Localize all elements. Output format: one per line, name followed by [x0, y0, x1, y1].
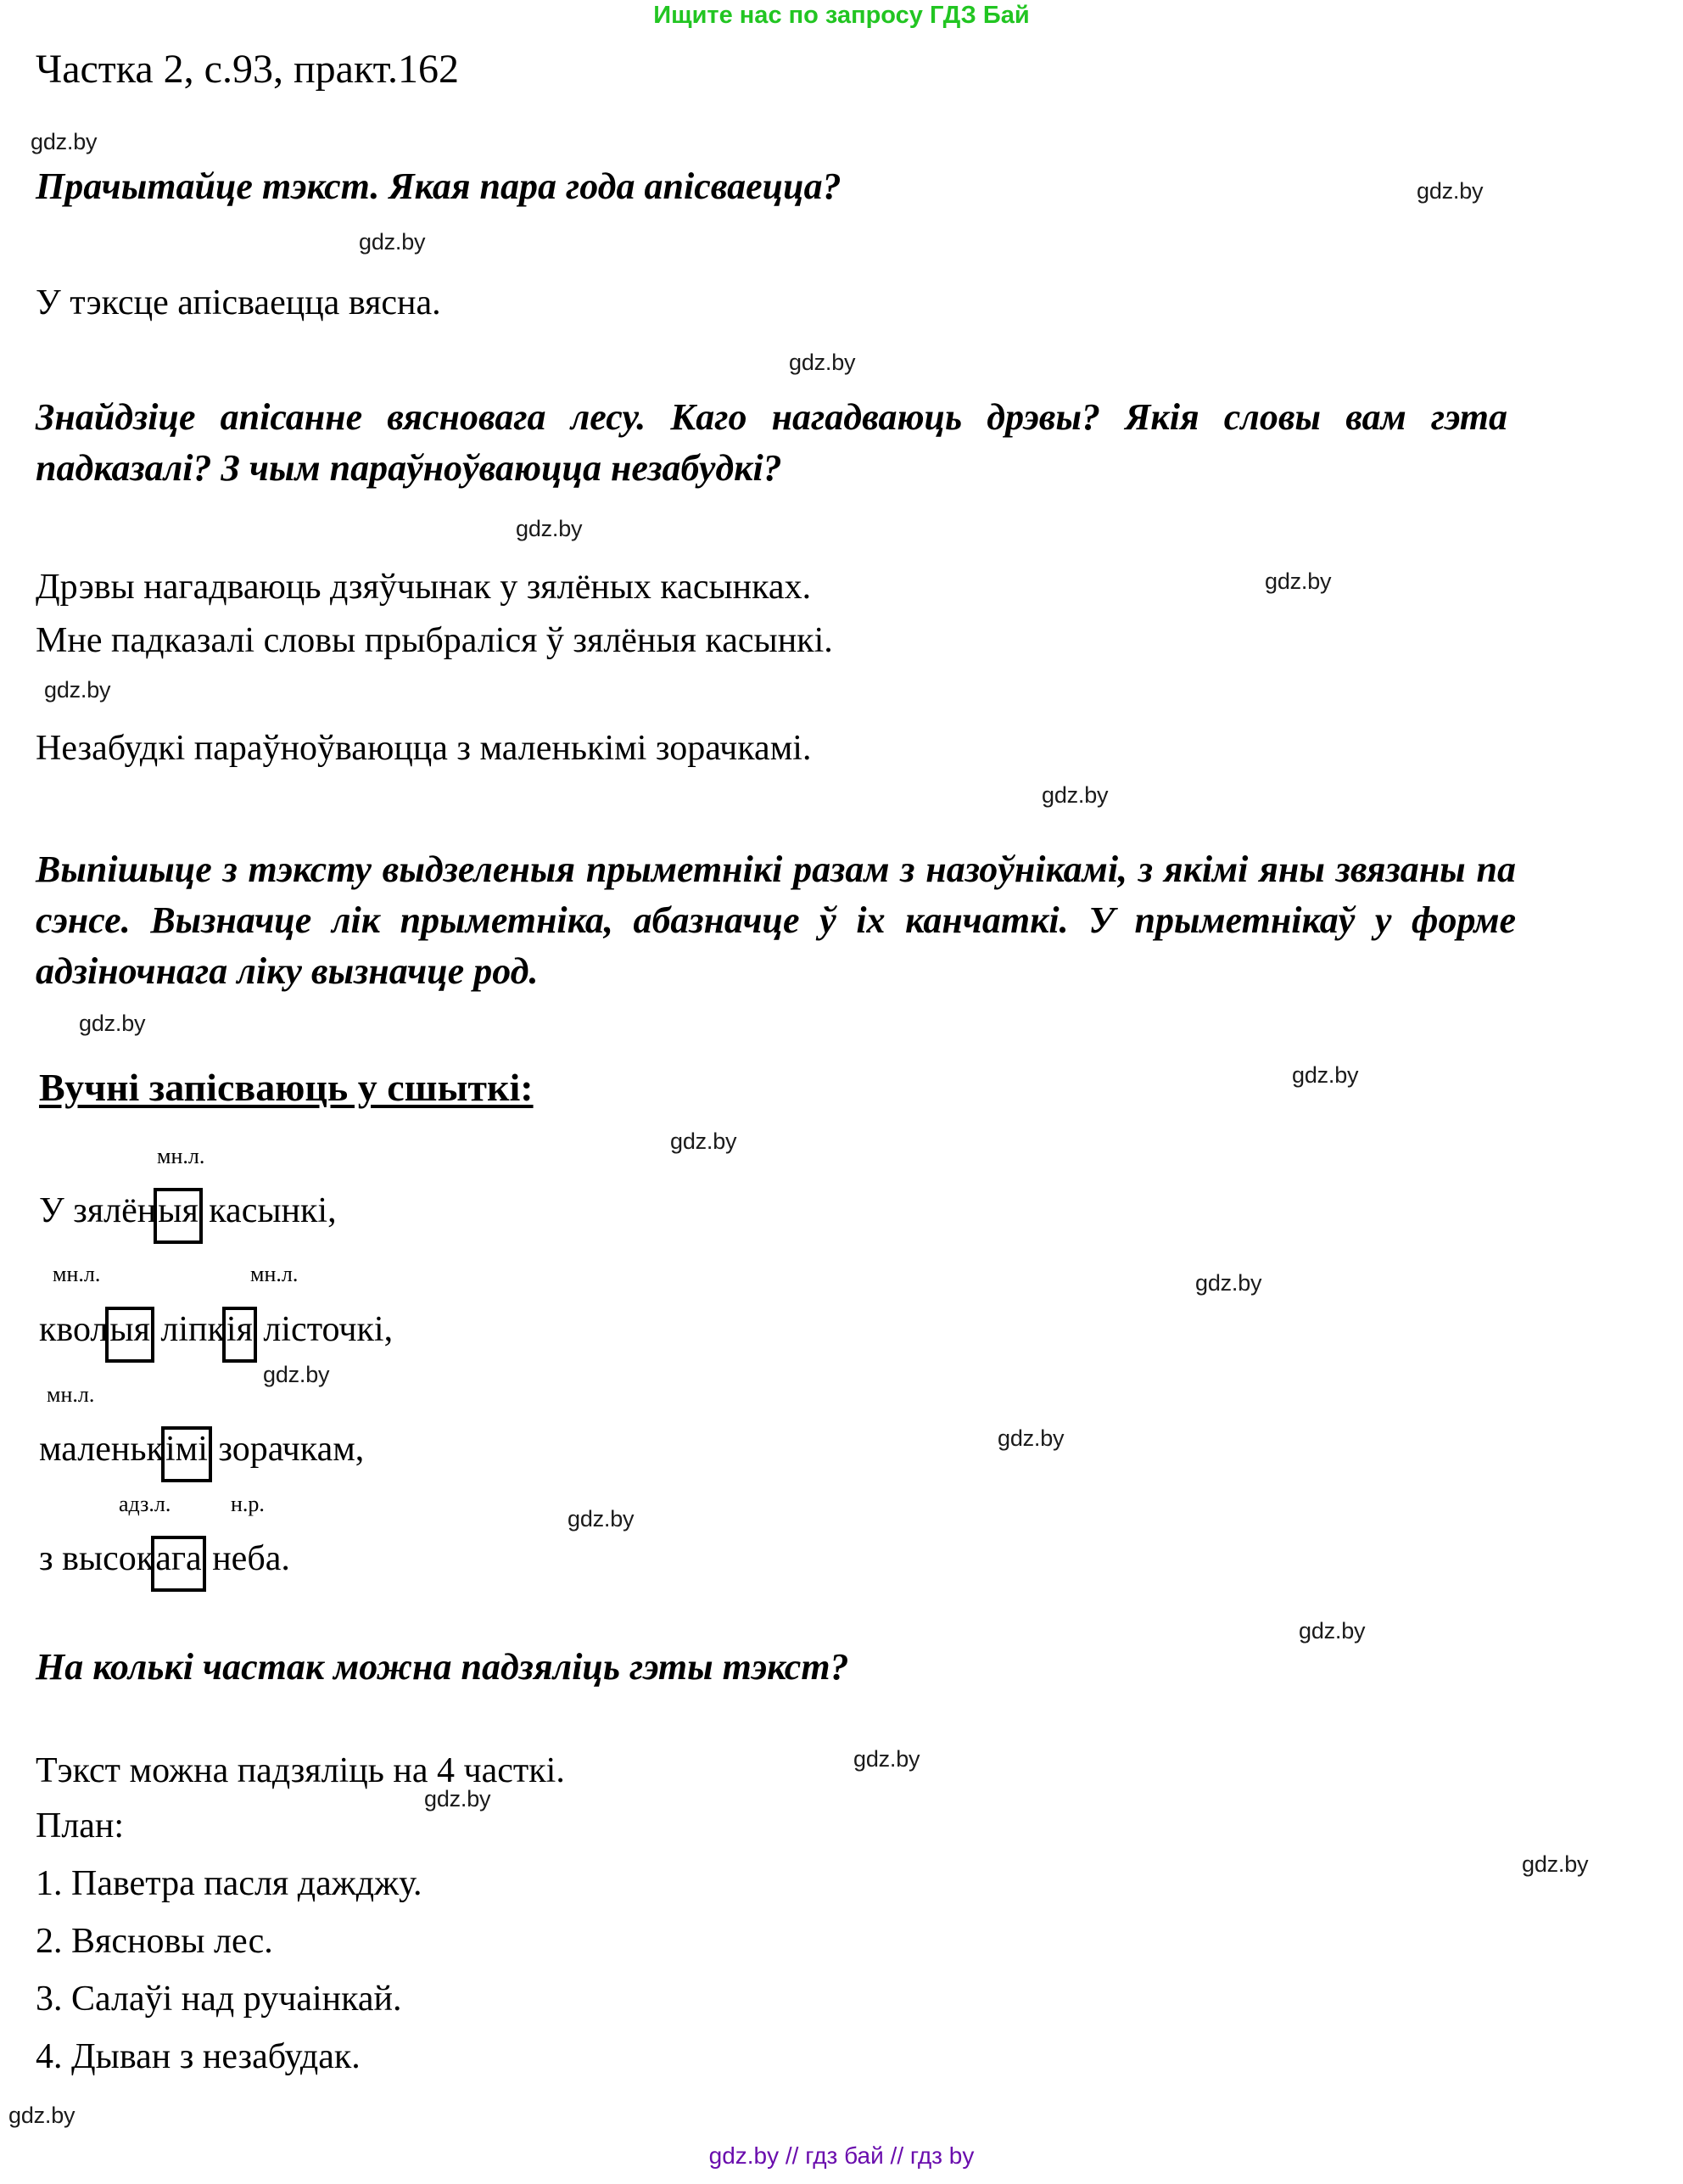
gram-stem: квол	[39, 1310, 109, 1349]
task-prompt-3: Выпішыце з тэксту выдзеленыя прыметнікі разам з назоўнікамі, з якімі яны звязаны па сэнсе. Вызначце лік прыметніка, абазначце ў іх канчаткі. У прыметнікаў у форме адзіночнага ліку вызначце род.	[36, 848, 1516, 992]
task-prompt-1: Прачытайце тэкст. Якая пара года апісваецца?	[36, 165, 842, 207]
gram-mark: мн.л.	[157, 1144, 205, 1168]
gram-tail: касынкі,	[199, 1191, 337, 1230]
gram-line-1	[39, 1188, 337, 1244]
section-heading: Вучні запісваюць у сшыткі:	[39, 1066, 534, 1109]
watermark: gdz.by	[1042, 782, 1109, 808]
gram-ending-box: імі	[161, 1426, 212, 1482]
gram-stem: У зялён	[39, 1191, 157, 1230]
footer-links: gdz.by // гдз бай // гдз by	[708, 2142, 975, 2169]
answer-4: Тэкст можна падзяліць на 4 часткі.	[36, 1751, 565, 1790]
gram-mark: мн.л.	[47, 1382, 95, 1407]
gram-tail: зорачкам,	[209, 1430, 365, 1469]
watermark: gdz.by	[263, 1362, 330, 1387]
page-title: Частка 2, с.93, практ.162	[36, 47, 460, 92]
answer-2-line-3: Незабудкі параўноўваюцца з маленькімі зорачкамі.	[36, 729, 812, 768]
watermark: gdz.by	[8, 2103, 75, 2128]
gram-tail: неба.	[203, 1539, 290, 1578]
plan-label: План:	[36, 1806, 125, 1845]
gram-line-2	[39, 1307, 393, 1363]
answer-2-line-1: Дрэвы нагадваюць дзяўчынак у зялёных касынках.	[36, 568, 812, 607]
watermark: gdz.by	[31, 129, 98, 154]
plan-item-4: 4. Дыван з незабудак.	[36, 2037, 361, 2076]
gram-stem: з высок	[39, 1539, 154, 1578]
watermark: gdz.by	[1417, 178, 1484, 204]
gram-mark: мн.л.	[250, 1262, 299, 1286]
watermark: gdz.by	[568, 1506, 635, 1532]
watermark: gdz.by	[516, 516, 583, 541]
watermark: gdz.by	[1195, 1270, 1262, 1296]
plan-item-2: 2. Вясновы лес.	[36, 1922, 273, 1961]
watermark: gdz.by	[424, 1786, 491, 1812]
gram-mark: мн.л.	[53, 1262, 101, 1286]
gram-line-4	[39, 1536, 290, 1592]
gram-ending-box: ыя	[105, 1307, 154, 1363]
watermark: gdz.by	[1522, 1851, 1589, 1877]
answer-1: У тэксце апісваецца вясна.	[36, 283, 441, 322]
gram-mark: адз.л.	[119, 1492, 171, 1516]
watermark: gdz.by	[1265, 568, 1332, 594]
task-prompt-2: Знайдзіце апісанне вясновага лесу. Каго нагадваюць дрэвы? Якія словы вам гэта падказалі? З чым параўноўваюцца незабудкі?	[36, 396, 1507, 489]
gram-ending-box: ія	[222, 1307, 257, 1363]
watermark: gdz.by	[853, 1746, 920, 1772]
gram-ending-box: ыя	[154, 1188, 203, 1244]
plan-item-3: 3. Салаўі над ручаінкай.	[36, 1980, 402, 2019]
watermark: gdz.by	[670, 1128, 737, 1154]
watermark: gdz.by	[789, 350, 856, 375]
gram-mark: н.р.	[231, 1492, 265, 1516]
promo-banner: Ищите нас по запросу ГДЗ Бай	[653, 2, 1030, 29]
watermark: gdz.by	[44, 677, 111, 703]
gram-mid: ліпк	[151, 1310, 225, 1349]
gram-ending-box: ага	[151, 1536, 206, 1592]
plan-item-1: 1. Паветра пасля дажджу.	[36, 1864, 422, 1903]
watermark: gdz.by	[1299, 1618, 1366, 1644]
gram-stem: маленьк	[39, 1430, 164, 1469]
answer-2-line-2: Мне падказалі словы прыбраліся ў зялёныя касынкі.	[36, 621, 833, 660]
watermark: gdz.by	[1292, 1062, 1359, 1088]
watermark: gdz.by	[79, 1011, 146, 1036]
task-prompt-4: На колькі частак можна падзяліць гэты тэкст?	[36, 1646, 849, 1688]
gram-tail: лісточкі,	[254, 1310, 394, 1349]
watermark: gdz.by	[359, 229, 426, 255]
gram-line-3	[39, 1426, 364, 1482]
watermark: gdz.by	[998, 1425, 1065, 1451]
